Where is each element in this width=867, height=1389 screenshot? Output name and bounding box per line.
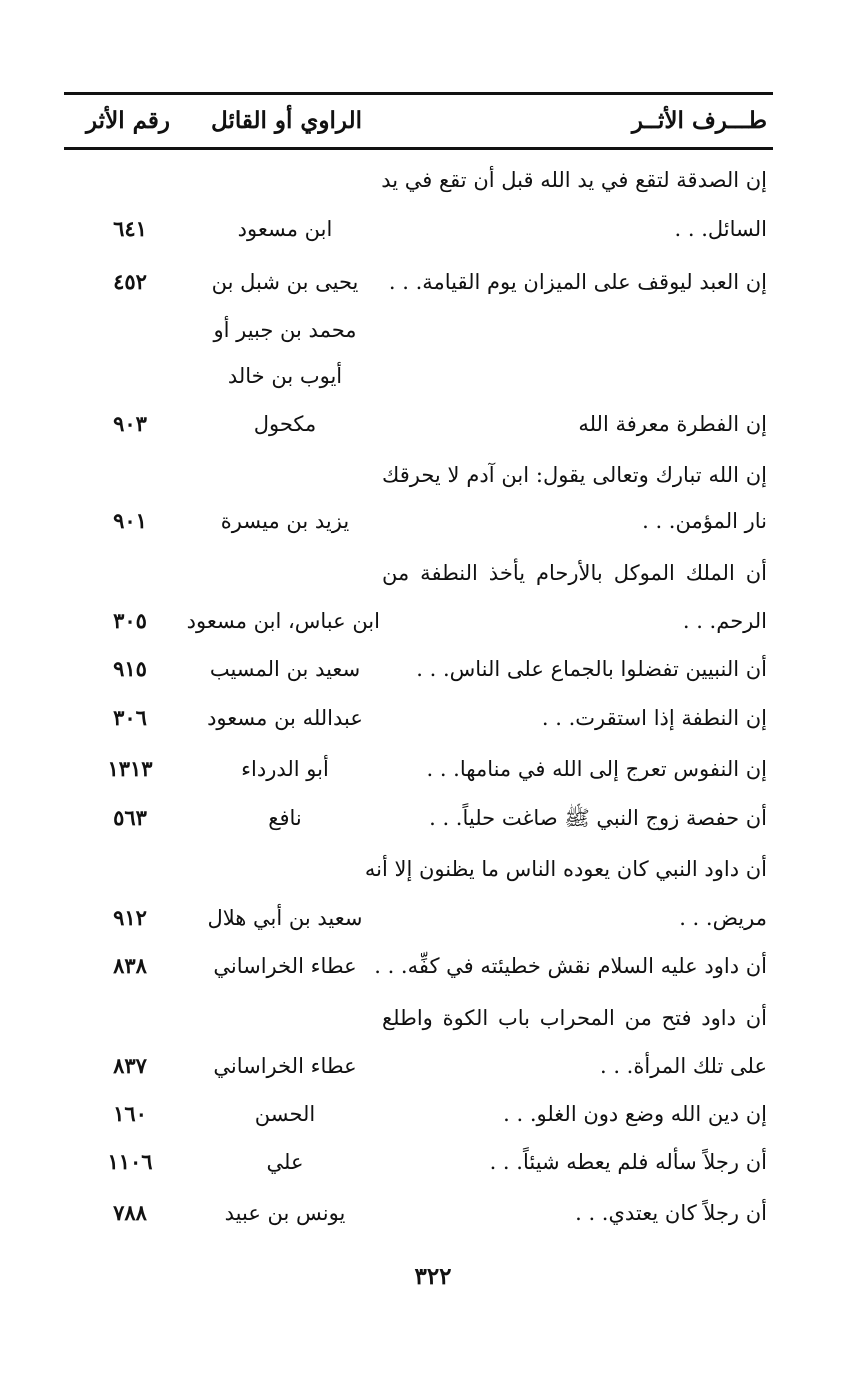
table-row-number bbox=[85, 553, 175, 593]
table-row-number: ٣٠٥ bbox=[113, 608, 147, 633]
table-row-number: ١٣١٣ bbox=[107, 756, 153, 781]
table-row-text: إن الفطرة معرفة الله bbox=[578, 412, 767, 436]
table-row-narrator bbox=[190, 553, 380, 593]
table-row-number bbox=[85, 455, 175, 495]
table-row-narrator: أيوب بن خالد bbox=[227, 364, 343, 388]
table-row-text: إن النفوس تعرج إلى الله في منامها. . . bbox=[426, 757, 767, 781]
table-row-number bbox=[85, 998, 175, 1038]
table-row-text: أن الملك الموكل بالأرحام يأخذ النطفة من bbox=[382, 561, 767, 585]
header-bottom-rule bbox=[64, 147, 773, 150]
header-top-rule bbox=[64, 92, 773, 95]
table-row-text: أن رجلاً كان يعتدي. . . bbox=[575, 1201, 767, 1225]
table-row-number bbox=[85, 310, 175, 350]
table-row-number: ٥٦٣ bbox=[113, 805, 147, 830]
table-row-number: ٧٨٨ bbox=[113, 1200, 147, 1225]
table-row-number: ٤٥٢ bbox=[113, 269, 147, 294]
table-row-narrator: يزيد بن ميسرة bbox=[220, 509, 350, 533]
table-row-narrator bbox=[190, 455, 380, 495]
table-row-narrator bbox=[190, 160, 380, 200]
table-row-text: على تلك المرأة. . . bbox=[599, 1054, 767, 1078]
table-row-text: أن النبيين تفضلوا بالجماع على الناس. . . bbox=[416, 657, 767, 681]
table-row-narrator: مكحول bbox=[253, 412, 317, 436]
table-row-number: ٨٣٨ bbox=[113, 953, 147, 978]
table-row-narrator: نافع bbox=[268, 806, 302, 830]
table-row-narrator: عطاء الخراساني bbox=[213, 1054, 357, 1078]
header-narrator-column: الراوي أو القائل bbox=[211, 107, 362, 134]
table-row-number: ٨٣٧ bbox=[113, 1053, 147, 1078]
table-row-text: إن العبد ليوقف على الميزان يوم القيامة. . . bbox=[388, 270, 767, 294]
table-row-text: أن رجلاً سأله فلم يعطه شيئاً. . . bbox=[489, 1150, 767, 1174]
table-row-text: أن داود فتح من المحراب باب الكوة واطلع bbox=[382, 1006, 767, 1030]
table-row-number: ١١٠٦ bbox=[107, 1149, 153, 1174]
table-row-text: أن داود النبي كان يعوده الناس ما يظنون إلا أنه bbox=[364, 857, 767, 881]
table-row-number: ٣٠٦ bbox=[113, 705, 147, 730]
table-row-number: ٦٤١ bbox=[113, 216, 147, 241]
table-row-narrator: ابن عباس، ابن مسعود bbox=[186, 609, 380, 633]
table-row-text: مريض. . . bbox=[679, 906, 767, 930]
table-row-number: ٩٠١ bbox=[113, 508, 147, 533]
page-number: ٣٢٢ bbox=[414, 1263, 452, 1290]
table-row-number: ٩١٢ bbox=[113, 905, 147, 930]
table-row-narrator: ابن مسعود bbox=[237, 217, 333, 241]
header-text-column: طـــرف الأثــر bbox=[631, 107, 767, 134]
table-row-narrator bbox=[190, 849, 380, 889]
header-number-column: رقم الأثر bbox=[85, 107, 170, 134]
table-row-text: أن داود عليه السلام نقش خطيئته في كفِّه. . . bbox=[374, 954, 767, 978]
table-row-text: السائل. . . bbox=[674, 217, 767, 241]
table-row-text: الرحم. . . bbox=[682, 609, 767, 633]
table-row-number bbox=[85, 160, 175, 200]
table-row-narrator: محمد بن جبير أو bbox=[213, 318, 357, 342]
table-row-text: نار المؤمن. . . bbox=[642, 509, 767, 533]
table-row-text: إن الصدقة لتقع في يد الله قبل أن تقع في يد bbox=[381, 168, 767, 192]
table-row-narrator: سعيد بن المسيب bbox=[209, 657, 361, 681]
table-row-text: إن النطفة إذا استقرت. . . bbox=[541, 706, 767, 730]
table-row-narrator: علي bbox=[266, 1150, 304, 1174]
table-row-narrator: يحيى بن شبل بن bbox=[211, 270, 359, 294]
table-row-number bbox=[85, 849, 175, 889]
table-row-text: إن دين الله وضع دون الغلو. . . bbox=[503, 1102, 767, 1126]
table-row-narrator bbox=[190, 998, 380, 1038]
table-row-text: أن حفصة زوج النبي ﷺ صاغت حلياً. . . bbox=[429, 806, 767, 830]
table-row-number bbox=[85, 356, 175, 396]
table-row-text: إن الله تبارك وتعالى يقول: ابن آدم لا يحرقك bbox=[382, 463, 767, 487]
table-row-number: ٩١٥ bbox=[113, 656, 147, 681]
table-row-narrator: يونس بن عبيد bbox=[224, 1201, 346, 1225]
table-row-number: ١٦٠ bbox=[113, 1101, 147, 1126]
table-row-narrator: عبدالله بن مسعود bbox=[207, 706, 363, 730]
table-row-narrator: أبو الدرداء bbox=[241, 757, 329, 781]
table-row-narrator: عطاء الخراساني bbox=[213, 954, 357, 978]
table-row-narrator: سعيد بن أبي هلال bbox=[207, 906, 363, 930]
table-row-narrator: الحسن bbox=[254, 1102, 316, 1126]
table-row-number: ٩٠٣ bbox=[113, 411, 147, 436]
